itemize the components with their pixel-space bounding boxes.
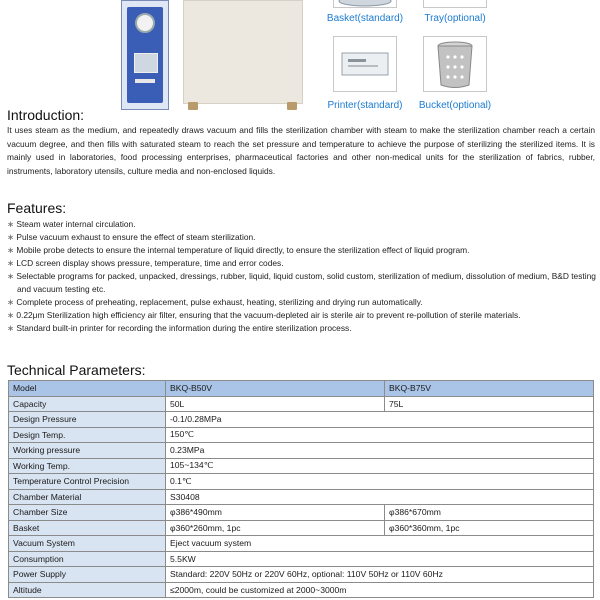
cabinet-foot-icon xyxy=(287,102,297,110)
table-cell: φ386*490mm xyxy=(166,505,385,521)
table-row xyxy=(9,582,594,598)
table-cell: Temperature Control Precision xyxy=(9,474,166,490)
table-cell: 5.5KW xyxy=(166,551,594,567)
table-header-cell: BKQ-B50V xyxy=(166,381,385,397)
tray-image xyxy=(423,0,487,8)
control-panel-image xyxy=(121,0,169,110)
table-cell: Consumption xyxy=(9,551,166,567)
table-cell: Vacuum System xyxy=(9,536,166,552)
table-row xyxy=(9,505,594,521)
table-cell: Eject vacuum system xyxy=(166,536,594,552)
table-cell: 0.1℃ xyxy=(166,474,594,490)
list-item: ∗ Pulse vacuum exhaust to ensure the effect of steam sterilization. xyxy=(7,232,256,242)
table-header-row xyxy=(9,381,594,397)
printer-image xyxy=(333,36,397,92)
table-cell: 150℃ xyxy=(166,427,594,443)
table-cell: Chamber Size xyxy=(9,505,166,521)
list-item: ∗ Complete process of preheating, replacement, pulse exhaust, heating, sterilizing and drying run automatically. xyxy=(7,297,423,307)
table-cell: Working pressure xyxy=(9,443,166,459)
list-item: ∗ 0.22μm Sterilization high efficiency air filter, ensuring that the vacuum-depleted air is sterile air to prevent re-pollution of sterile materials. xyxy=(7,310,521,320)
introduction-title: Introduction: xyxy=(7,107,85,123)
table-cell: 75L xyxy=(385,396,594,412)
table-row xyxy=(9,567,594,583)
printer-label: Printer(standard) xyxy=(327,100,403,111)
table-cell: Basket xyxy=(9,520,166,536)
table-cell: Standard: 220V 50Hz or 220V 60Hz, optional: 110V 50Hz or 110V 60Hz xyxy=(166,567,594,583)
list-item: ∗ Mobile probe detects to ensure the internal temperature of liquid directly, to ensure the sterilization effect of liquid program. xyxy=(7,245,470,255)
table-row xyxy=(9,412,594,428)
table-header-cell: BKQ-B75V xyxy=(385,381,594,397)
tray-label: Tray(optional) xyxy=(424,13,486,24)
table-cell: Design Temp. xyxy=(9,427,166,443)
table-row xyxy=(9,458,594,474)
table-row xyxy=(9,443,594,459)
list-item: ∗ LCD screen display shows pressure, temperature, time and error codes. xyxy=(7,258,284,268)
pressure-gauge-icon xyxy=(135,13,155,33)
cabinet-foot-icon xyxy=(188,102,198,110)
table-row xyxy=(9,474,594,490)
table-cell: 50L xyxy=(166,396,385,412)
table-cell: Working Temp. xyxy=(9,458,166,474)
table-cell: -0.1/0.28MPa xyxy=(166,412,594,428)
basket-label: Basket(standard) xyxy=(326,13,404,24)
table-cell: φ386*670mm xyxy=(385,505,594,521)
table-cell: Design Pressure xyxy=(9,412,166,428)
table-cell: Altitude xyxy=(9,582,166,598)
table-row xyxy=(9,536,594,552)
list-item: ∗ Steam water internal circulation. xyxy=(7,219,136,229)
list-item: ∗ Selectable programs for packed, unpacked, dressings, rubber, liquid, liquid custom, solid custom, sterilization of medium, dissolution of medium, B&D testing and vacuum testing etc. xyxy=(7,271,596,294)
table-header-cell: Model xyxy=(9,381,166,397)
features-title: Features: xyxy=(7,200,67,216)
table-cell: Capacity xyxy=(9,396,166,412)
table-row xyxy=(9,427,594,443)
table-cell: ≤2000m, could be customized at 2000~3000m xyxy=(166,582,594,598)
table-cell: 105~134℃ xyxy=(166,458,594,474)
table-cell: 0.23MPa xyxy=(166,443,594,459)
bucket-image xyxy=(423,36,487,92)
table-row xyxy=(9,520,594,536)
list-item: ∗ Standard built-in printer for recording the information during the entire sterilization process. xyxy=(7,323,352,333)
table-row xyxy=(9,489,594,505)
introduction-text: It uses steam as the medium, and repeatedly draws vacuum and fills the sterilization chamber with steam to make the sterilization chamber reach a certain vacuum degree, and then fills with saturated steam to reach the set pressure and temperature to achieve the purpose of sterilizing the sterilized items. It is mainly used in laboratories, food processing enterprises, pharmaceutical factories and other non-medical units for the sterilization of fabrics, rubber, instruments, laboratory utensils, culture media and non-enclosed liquids. xyxy=(7,125,595,176)
product-images xyxy=(0,0,600,112)
table-row xyxy=(9,396,594,412)
features-list xyxy=(7,218,597,335)
table-cell: S30408 xyxy=(166,489,594,505)
table-cell: φ360*360mm, 1pc xyxy=(385,520,594,536)
table-cell: Power Supply xyxy=(9,567,166,583)
sterilizer-cabinet-image xyxy=(183,0,303,104)
table-cell: φ360*260mm, 1pc xyxy=(166,520,385,536)
lcd-screen-icon xyxy=(134,53,158,73)
basket-image xyxy=(333,0,397,8)
table-cell: Chamber Material xyxy=(9,489,166,505)
technical-table xyxy=(8,380,594,598)
bucket-label: Bucket(optional) xyxy=(418,100,492,111)
table-row xyxy=(9,551,594,567)
button-row-icon xyxy=(135,79,155,83)
technical-title: Technical Parameters: xyxy=(7,362,146,378)
